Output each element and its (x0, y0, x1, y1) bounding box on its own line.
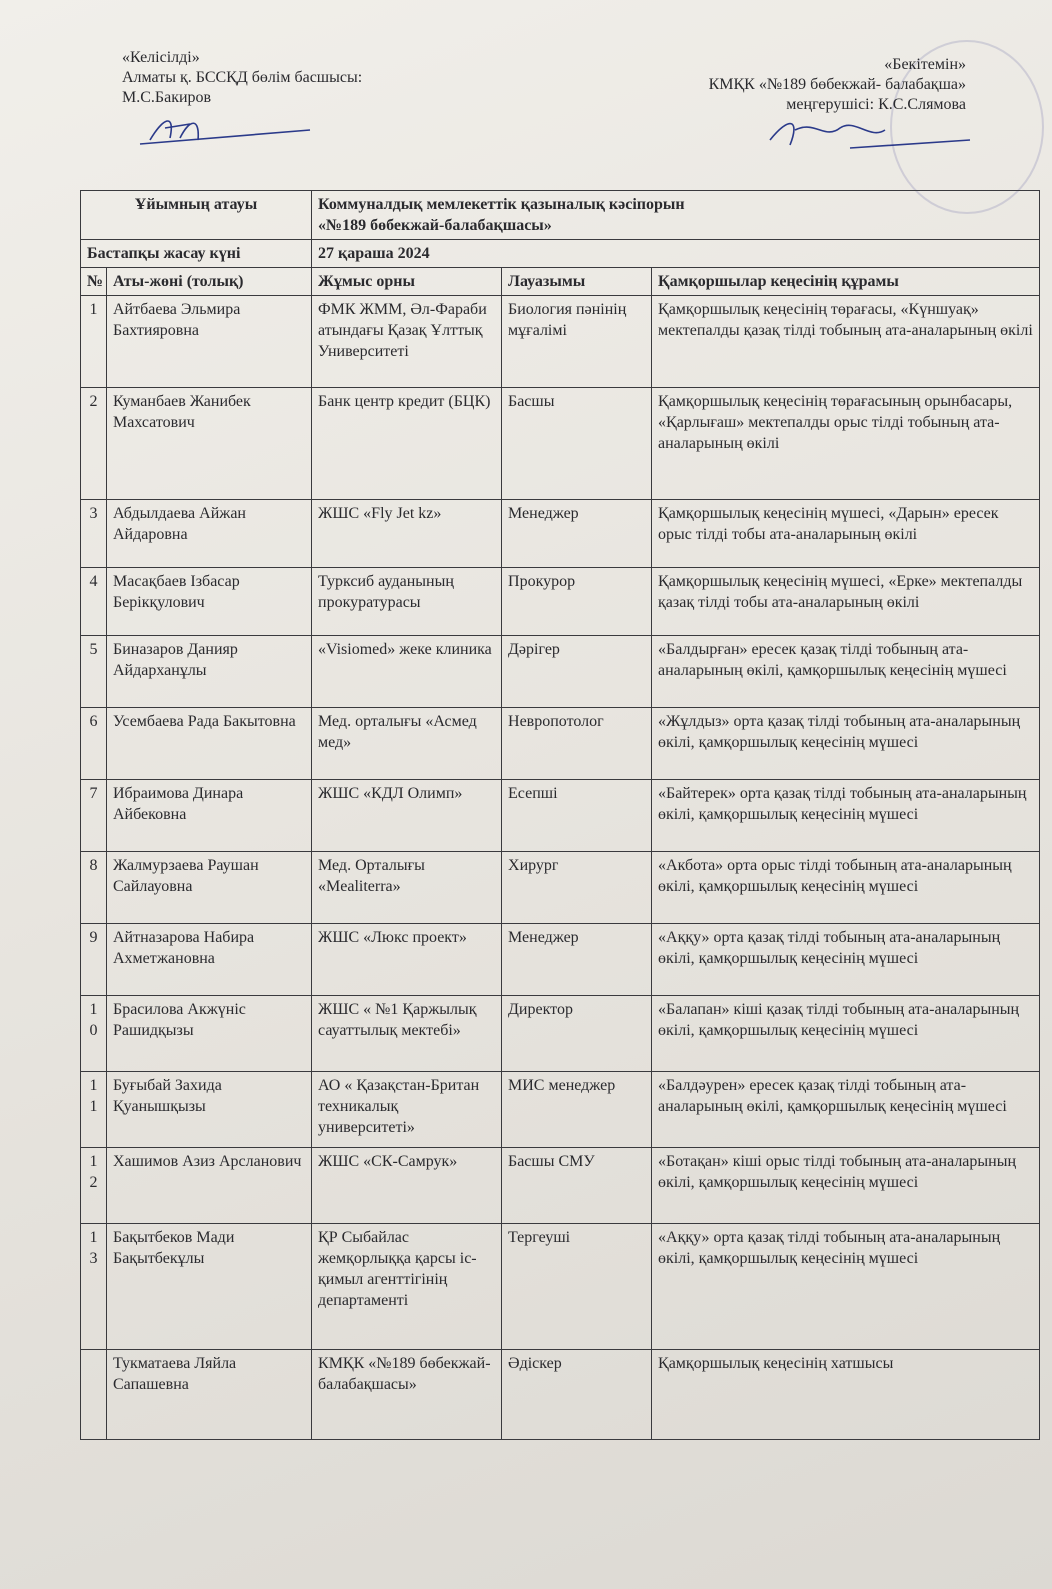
approved-line-1: КМҚК «№189 бөбекжай- балабақша» (708, 76, 966, 93)
table-row (81, 500, 1040, 568)
approved-block (546, 55, 966, 115)
row-num: 3 (81, 500, 107, 568)
row-num: 2 (81, 388, 107, 500)
row-num: 4 (81, 568, 107, 636)
org-value: Коммуналдық мемлекеттік қазыналық кәсіпорын «№189 бөбекжай-балабақшасы» (312, 191, 1040, 240)
row-position: Директор (502, 996, 652, 1072)
row-name: Буғыбай Захида Қуанышқызы (107, 1072, 312, 1148)
table-row (81, 1350, 1040, 1440)
row-name: Биназаров Данияр Айдарханұлы (107, 636, 312, 708)
table-row (81, 1224, 1040, 1350)
row-position: Басшы СМУ (502, 1148, 652, 1224)
row-name: Хашимов Азиз Арсланович (107, 1148, 312, 1224)
date-value: 27 қараша 2024 (312, 240, 1040, 268)
row-name: Абдылдаева Айжан Айдаровна (107, 500, 312, 568)
row-num: 11 (81, 1072, 107, 1148)
row-num: 6 (81, 708, 107, 780)
row-name: Куманбаев Жанибек Махсатович (107, 388, 312, 500)
row-position: Тергеуші (502, 1224, 652, 1350)
row-position: Менеджер (502, 500, 652, 568)
row-num: 9 (81, 924, 107, 996)
row-role: Қамқоршылық кеңесінің төрағасы, «Күншуақ» мектепалды қазақ тілді тобының ата-аналарының өкілі (652, 296, 1040, 388)
row-work: Турксиб ауданының прокуратурасы (312, 568, 502, 636)
row-position: Биология пәнінің мұғалімі (502, 296, 652, 388)
agreed-title: «Келісілді» (122, 49, 200, 66)
row-num: 7 (81, 780, 107, 852)
table-header-row (81, 268, 1040, 296)
table-row (81, 636, 1040, 708)
table-row (81, 388, 1040, 500)
table-row (81, 924, 1040, 996)
row-position: Хирург (502, 852, 652, 924)
table-row (81, 568, 1040, 636)
row-num (81, 1350, 107, 1440)
row-work: АО « Қазақстан-Британ техникалық университеті» (312, 1072, 502, 1148)
date-row (81, 240, 1040, 268)
row-num: 5 (81, 636, 107, 708)
row-work: ҚР Сыбайлас жемқорлыққа қарсы іс-қимыл агенттігінің департаменті (312, 1224, 502, 1350)
row-name: Айтназарова Набира Ахметжановна (107, 924, 312, 996)
row-role: «Балдырған» ересек қазақ тілді тобының ата-аналарының өкілі, қамқоршылық кеңесінің мүшесі (652, 636, 1040, 708)
row-work: Банк центр кредит (БЦК) (312, 388, 502, 500)
date-label: Бастапқы жасау күні (81, 240, 312, 268)
signature-right (760, 110, 980, 155)
row-role: «Балапан» кіші қазақ тілді тобының ата-аналарының өкілі, қамқоршылық кеңесінің мүшесі (652, 996, 1040, 1072)
table-body (81, 296, 1040, 1440)
approved-title: «Бекітемін» (884, 56, 966, 73)
table-row (81, 296, 1040, 388)
table-row (81, 1072, 1040, 1148)
row-position: Менеджер (502, 924, 652, 996)
row-role: «Аққу» орта қазақ тілді тобының ата-аналарының өкілі, қамқоршылық кеңесінің мүшесі (652, 1224, 1040, 1350)
agreed-block (122, 48, 482, 108)
signature-left (120, 110, 320, 150)
row-work: «Visiomed» жеке клиника (312, 636, 502, 708)
agreed-line-2: М.С.Бакиров (122, 89, 212, 106)
org-label: Ұйымның атауы (81, 191, 312, 240)
row-work: Мед. орталығы «Асмед мед» (312, 708, 502, 780)
row-position: Дәрігер (502, 636, 652, 708)
row-position: МИС менеджер (502, 1072, 652, 1148)
agreed-line-1: Алматы қ. БССҚД бөлім басшысы: (122, 69, 363, 86)
row-name: Бақытбеков Мади Бақытбекұлы (107, 1224, 312, 1350)
row-role: «Акбота» орта орыс тілді тобының ата-аналарының өкілі, қамқоршылық кеңесінің мүшесі (652, 852, 1040, 924)
header-position: Лауазымы (502, 268, 652, 296)
row-num: 1 (81, 296, 107, 388)
table-row (81, 780, 1040, 852)
row-role: Қамқоршылық кеңесінің хатшысы (652, 1350, 1040, 1440)
row-name: Брасилова Акжүніс Рашидқызы (107, 996, 312, 1072)
row-work: ЖШС «Fly Jet kz» (312, 500, 502, 568)
row-position: Прокурор (502, 568, 652, 636)
header-name: Аты-жөні (толық) (107, 268, 312, 296)
row-name: Тукматаева Ляйла Сапашевна (107, 1350, 312, 1440)
row-position: Басшы (502, 388, 652, 500)
row-position: Есепші (502, 780, 652, 852)
row-name: Жалмурзаева Раушан Сайлауовна (107, 852, 312, 924)
row-num: 12 (81, 1148, 107, 1224)
row-role: Қамқоршылық кеңесінің мүшесі, «Дарын» ересек орыс тілді тобы ата-аналарының өкілі (652, 500, 1040, 568)
row-num: 8 (81, 852, 107, 924)
row-role: Қамқоршылық кеңесінің мүшесі, «Ерке» мектепалды қазақ тілді тобы ата-аналарының өкілі (652, 568, 1040, 636)
row-role: «Балдәурен» ересек қазақ тілді тобының ата-аналарының өкілі, қамқоршылық кеңесінің мүшесі (652, 1072, 1040, 1148)
header-num: № (81, 268, 107, 296)
row-work: ЖШС «КДЛ Олимп» (312, 780, 502, 852)
row-role: «Байтерек» орта қазақ тілді тобының ата-аналарының өкілі, қамқоршылық кеңесінің мүшесі (652, 780, 1040, 852)
row-work: Мед. Орталығы «Mealiterra» (312, 852, 502, 924)
header-role: Қамқоршылар кеңесінің құрамы (652, 268, 1040, 296)
row-name: Ибраимова Динара Айбековна (107, 780, 312, 852)
header-work: Жұмыс орны (312, 268, 502, 296)
board-table (80, 190, 1040, 1440)
row-work: КМҚК «№189 бөбекжай-балабақшасы» (312, 1350, 502, 1440)
row-work: ЖШС «СК-Самрук» (312, 1148, 502, 1224)
row-name: Айтбаева Эльмира Бахтияровна (107, 296, 312, 388)
row-num: 13 (81, 1224, 107, 1350)
table-row (81, 996, 1040, 1072)
row-work: ЖШС «Люкс проект» (312, 924, 502, 996)
row-role: «Жұлдыз» орта қазақ тілді тобының ата-аналарының өкілі, қамқоршылық кеңесінің мүшесі (652, 708, 1040, 780)
row-name: Масақбаев Ізбасар Берікқулович (107, 568, 312, 636)
org-row (81, 191, 1040, 240)
table-row (81, 852, 1040, 924)
row-name: Усембаева Рада Бакытовна (107, 708, 312, 780)
table-row (81, 708, 1040, 780)
row-position: Невропотолог (502, 708, 652, 780)
row-role: «Ботақан» кіші орыс тілді тобының ата-аналарының өкілі, қамқоршылық кеңесінің мүшесі (652, 1148, 1040, 1224)
approved-line-2: меңгерушісі: К.С.Слямова (786, 96, 966, 113)
row-num: 10 (81, 996, 107, 1072)
row-work: ФМК ЖММ, Әл-Фараби атындағы Қазақ Ұлттық Университеті (312, 296, 502, 388)
row-role: Қамқоршылық кеңесінің төрағасының орынбасары, «Қарлығаш» мектепалды орыс тілді тобының ата-аналарының өкілі (652, 388, 1040, 500)
row-work: ЖШС « №1 Қаржылық сауаттылық мектебі» (312, 996, 502, 1072)
row-role: «Аққу» орта қазақ тілді тобының ата-аналарының өкілі, қамқоршылық кеңесінің мүшесі (652, 924, 1040, 996)
table-row (81, 1148, 1040, 1224)
row-position: Әдіскер (502, 1350, 652, 1440)
